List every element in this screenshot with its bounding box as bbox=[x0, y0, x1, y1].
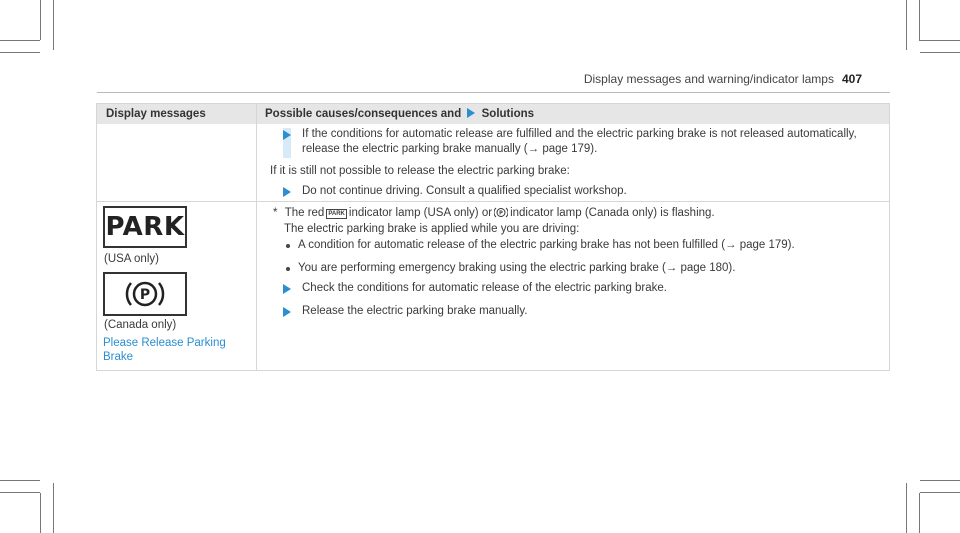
display-message-line2: Brake bbox=[103, 351, 134, 363]
park-indicator-icon: PARK bbox=[103, 206, 187, 248]
crop-mark bbox=[906, 0, 907, 50]
step1-line2: release the electric parking brake manually (→ page 179). bbox=[302, 143, 598, 155]
col-header-causes-label: Possible causes/consequences and bbox=[265, 108, 462, 120]
action-arrow-icon bbox=[283, 307, 291, 317]
bullet-icon bbox=[286, 267, 290, 271]
action-arrow-icon bbox=[283, 284, 291, 294]
crop-mark bbox=[0, 40, 40, 41]
svg-text:P: P bbox=[139, 287, 151, 303]
crop-mark bbox=[0, 480, 40, 481]
crop-mark bbox=[919, 0, 920, 40]
usa-only-label: (USA only) bbox=[104, 253, 159, 265]
note-text: If it is still not possible to release the electric parking brake: bbox=[270, 165, 570, 177]
table-header bbox=[97, 104, 889, 124]
step3-text: Check the conditions for automatic release of the electric parking brake. bbox=[302, 282, 667, 294]
footnote-star: * bbox=[273, 207, 278, 219]
crop-mark bbox=[53, 483, 54, 533]
col-header-display-messages: Display messages bbox=[106, 108, 206, 120]
display-message-line1: Please Release Parking bbox=[103, 337, 226, 349]
crop-mark bbox=[40, 0, 41, 40]
header-title: Display messages and warning/indicator lamps bbox=[583, 72, 834, 86]
action-arrow-icon bbox=[283, 130, 291, 140]
crop-mark bbox=[920, 492, 960, 493]
lamp-text-a: The red bbox=[284, 207, 325, 219]
action-arrow-icon bbox=[467, 108, 475, 118]
crop-mark bbox=[906, 483, 907, 533]
step4-text: Release the electric parking brake manually. bbox=[302, 305, 528, 317]
park-lamp-icon: PARK bbox=[328, 211, 345, 217]
crop-mark bbox=[920, 52, 960, 53]
running-header bbox=[584, 72, 862, 86]
crop-mark bbox=[0, 492, 40, 493]
crop-mark bbox=[40, 493, 41, 533]
lamp-text-b: indicator lamp (USA only) or bbox=[348, 207, 493, 219]
crop-mark bbox=[0, 52, 40, 53]
step1-line1: If the conditions for automatic release are fulfilled and the electric parking brake is not released automatically, bbox=[302, 128, 857, 140]
col-header-solutions-label: Solutions bbox=[481, 108, 535, 120]
column-divider bbox=[256, 104, 257, 370]
parking-brake-indicator-icon bbox=[103, 272, 187, 316]
applied-text: The electric parking brake is applied while you are driving: bbox=[284, 223, 580, 235]
action-arrow-icon bbox=[283, 187, 291, 197]
header-rule bbox=[97, 92, 890, 93]
bullet-icon bbox=[286, 244, 290, 248]
crop-mark bbox=[920, 480, 960, 481]
crop-mark bbox=[919, 40, 960, 41]
bullet1-text: A condition for automatic release of the electric parking brake has not been fulfilled (→ page 179). bbox=[298, 239, 795, 251]
bullet2-text: You are performing emergency braking using the electric parking brake (→ page 180). bbox=[298, 262, 736, 274]
canada-only-label: (Canada only) bbox=[104, 319, 177, 331]
crop-mark bbox=[53, 0, 54, 50]
row-divider bbox=[97, 201, 889, 202]
step2-text: Do not continue driving. Consult a qualified specialist workshop. bbox=[302, 185, 627, 197]
lamp-text-c: indicator lamp (Canada only) is flashing. bbox=[510, 207, 715, 219]
col-header-causes bbox=[265, 108, 534, 120]
svg-text:P: P bbox=[499, 210, 503, 217]
crop-mark bbox=[919, 493, 920, 533]
page-number: 407 bbox=[841, 72, 862, 86]
